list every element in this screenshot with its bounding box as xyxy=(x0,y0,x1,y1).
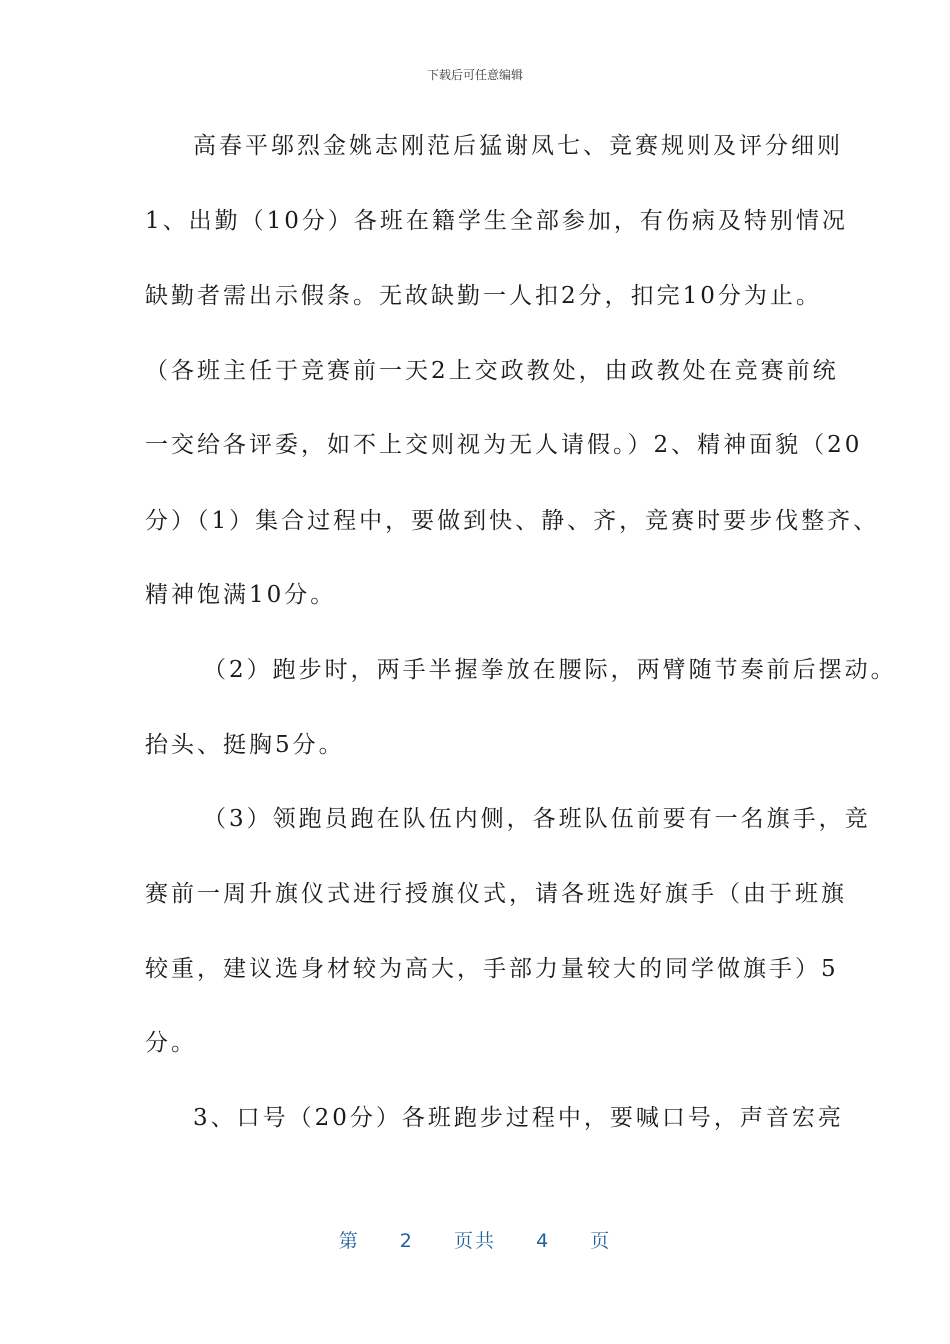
page-footer xyxy=(0,1226,950,1253)
paragraph-line: 1、出勤（10分）各班在籍学生全部参加，有伤病及特别情况 xyxy=(145,208,848,234)
footer-total-pages: 4 xyxy=(536,1230,551,1252)
paragraph-line: 缺勤者需出示假条。无故缺勤一人扣2分，扣完10分为止。 xyxy=(145,283,822,309)
footer-page-number: 2 xyxy=(399,1230,414,1252)
paragraph-line: 分）（1）集合过程中，要做到快、静、齐，竞赛时要步伐整齐、 xyxy=(145,508,880,534)
header-note: 下载后可任意编辑 xyxy=(426,68,523,82)
footer-suffix: 页 xyxy=(590,1230,612,1252)
footer-prefix: 第 xyxy=(338,1230,360,1252)
paragraph-line: （各班主任于竞赛前一天2上交政教处，由政教处在竞赛前统 xyxy=(145,358,839,384)
paragraph-line: 精神饱满10分。 xyxy=(145,582,337,608)
paragraph-line: 赛前一周升旗仪式进行授旗仪式，请各班选好旗手（由于班旗 xyxy=(145,881,847,907)
paragraph-line: 较重，建议选身材较为高大，手部力量较大的同学做旗手）5 xyxy=(145,956,839,982)
paragraph-line: （2）跑步时，两手半握拳放在腰际，两臂随节奏前后摆动。 xyxy=(203,657,897,683)
paragraph-line: 抬头、挺胸5分。 xyxy=(145,732,345,758)
paragraph-line: 分。 xyxy=(145,1030,197,1056)
paragraph-line: 一交给各评委，如不上交则视为无人请假。）2、精神面貌（20 xyxy=(145,432,863,458)
paragraph-line: 3、口号（20分）各班跑步过程中，要喊口号，声音宏亮 xyxy=(193,1105,844,1131)
paragraph-line: （3）领跑员跑在队伍内侧，各班队伍前要有一名旗手，竞 xyxy=(203,806,871,832)
paragraph-line: 高春平邬烈金姚志刚范后猛谢凤七、竞赛规则及评分细则 xyxy=(193,133,843,159)
footer-middle: 页共 xyxy=(453,1230,496,1252)
